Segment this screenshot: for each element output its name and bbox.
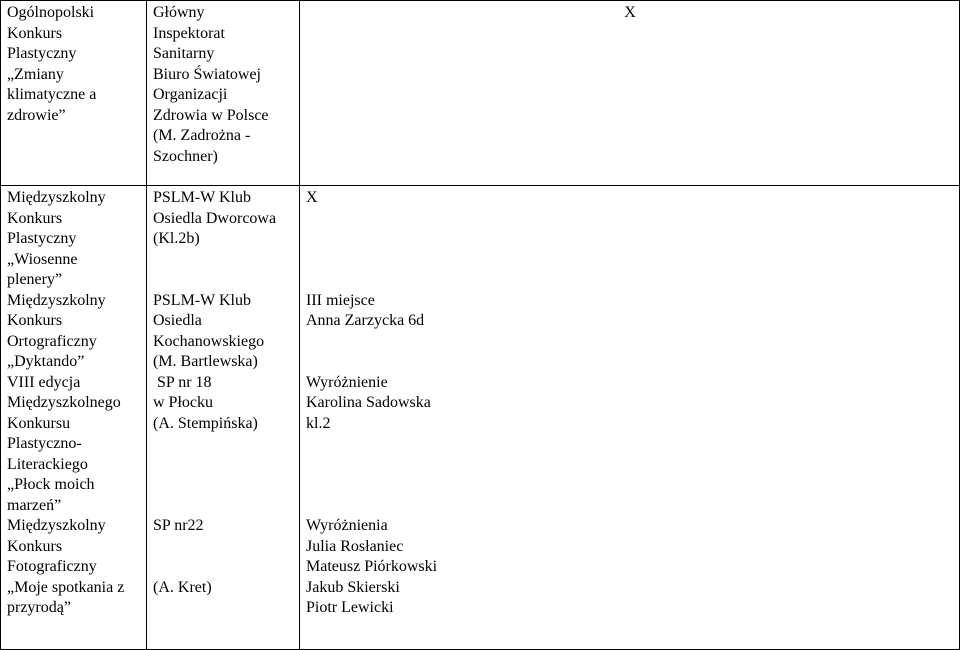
competition-cell: Międzyszkolny Konkurs Plastyczny „Wiosenne plenery” Międzyszkolny Konkurs Ortograficzny „Dyktando” VIII edycja Międzyszkolnego Konkursu Plastyczno- Literackiego „Płock moich marzeń” Międzyszkolny Konkurs Fotograficzny „Moje spotkania z przyrodą” xyxy=(1,186,147,650)
competition-cell: Ogólnopolski Konkurs Plastyczny „Zmiany klimatyczne a zdrowie” xyxy=(1,1,147,186)
organizer-cell: PSLM-W Klub Osiedla Dworcowa (Kl.2b) PSLM-W Klub Osiedla Kochanowskiego (M. Bartlewska) SP nr 18 w Płocku (A. Stempińska) SP nr22 (A. Kret) xyxy=(147,186,300,650)
result-cell: X III miejsce Anna Zarzycka 6d Wyróżnienie Karolina Sadowska kl.2 Wyróżnienia Julia Rosłaniec Mateusz Piórkowski Jakub Skierski Piotr Lewicki xyxy=(300,186,960,650)
table-row xyxy=(1,1,960,186)
organizer-cell: Główny Inspektorat Sanitarny Biuro Światowej Organizacji Zdrowia w Polsce (M. Zadrożna - Szochner) xyxy=(147,1,300,186)
result-cell: X xyxy=(300,1,960,186)
table-row xyxy=(1,186,960,650)
